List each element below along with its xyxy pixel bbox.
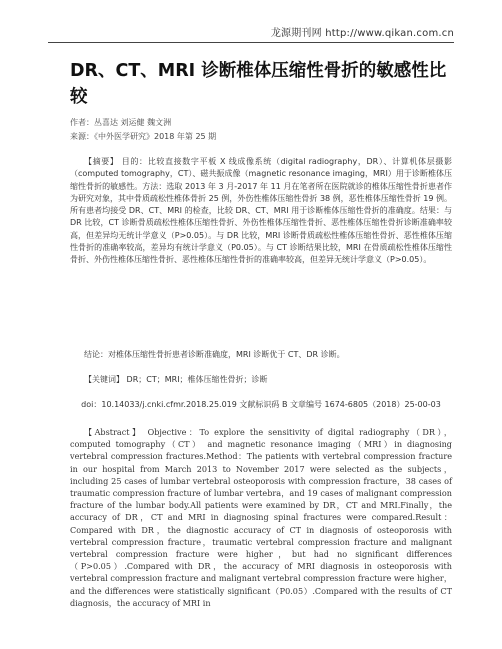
keywords: 【关键词】 DR；CT；MRI；椎体压缩性骨折；诊断 (84, 375, 268, 384)
header-divider (48, 42, 454, 43)
article-title: DR、CT、MRI 诊断椎体压缩性骨折的敏感性比较 (70, 61, 447, 107)
site-header[interactable]: 龙源期刊网 http://www.qikan.com.cn (270, 28, 454, 39)
article-source: 来源：《中外医学研究》2018 年第 25 期 (70, 132, 217, 141)
abstract-conclusion: 结论：对椎体压缩性骨折患者诊断准确度，MRI 诊断优于 CT、DR 诊断。 (84, 350, 345, 359)
article-authors: 作者：丛喜达 刘运健 魏文洲 (70, 118, 172, 127)
doi-line: doi：10.14033/j.cnki.cfmr.2018.25.019 文献标识码 B 文章编号 1674-6805（2018）25-00-03 (81, 400, 441, 409)
abstract-english: 【Abstract】 Objective：To explore the sensitivity of digital radiography（DR），computed tomography（CT） and magnetic resonance imaging（MRI）in diagnosing vertebral compression fractures.Method：The patients with vertebral compression fracture in our hospital from March 2013 to November 2017 were selected as the subjects，including 25 cases of lumbar vertebral osteoporosis with compression fracture，38 cases of traumatic compression fracture of lumbar vertebra，and 19 cases of malignant compression fracture of the lumbar body.All patients were examined by DR，CT and MRI.Finally，the accuracy of DR，CT and MRI in diagnosing spinal fractures were compared.Result：Compared with DR，the diagnostic accuracy of CT in diagnosis of osteoporosis with vertebral compression fracture，traumatic vertebral compression fracture and malignant vertebral compression fracture were higher，but had no significant differences（P>0.05）.Compared with DR，the accuracy of MRI diagnosis in osteoporosis with vertebral compression fracture and malignant vertebral compression fracture were higher，and the differences were statistically significant（P0.05）.Compared with the results of CT diagnosis，the accuracy of MRI in (70, 427, 452, 608)
abstract-chinese: 【摘要】 目的：比较直接数字平板 X 线成像系统（digital radiography，DR）、计算机体层摄影（computed tomography，CT）、磁共振成像（magnetic resonance imaging，MRI）用于诊断椎体压缩性骨折的敏感性。方法：选取 2013 年 3 月-2017 年 11 月在笔者所在医院就诊的椎体压缩性骨折患者作为研究对象，其中骨质疏松性椎体骨折 25 例，外伤性椎体压缩性骨折 38 例，恶性椎体压缩性骨折 19 例。所有患者均接受 DR、CT、MRI 的检查，比较 DR、CT、MRI 用于诊断椎体压缩性骨折的准确度。结果：与 DR 比较，CT 诊断骨质疏松性椎体压缩性骨折、外伤性椎体压缩性骨折、恶性椎体压缩性骨折诊断准确率较高，但差异均无统计学意义（P>0.05）。与 DR 比较，MRI 诊断骨质疏松性椎体压缩性骨折、恶性椎体压缩性骨折的准确率较高，差异均有统计学意义（P0.05）。与 CT 诊断结果比较，MRI 在骨质疏松性椎体压缩性骨折、外伤性椎体压缩性骨折、恶性椎体压缩性骨折的准确率较高，但差异无统计学意义（P>0.05）。 (70, 157, 452, 265)
